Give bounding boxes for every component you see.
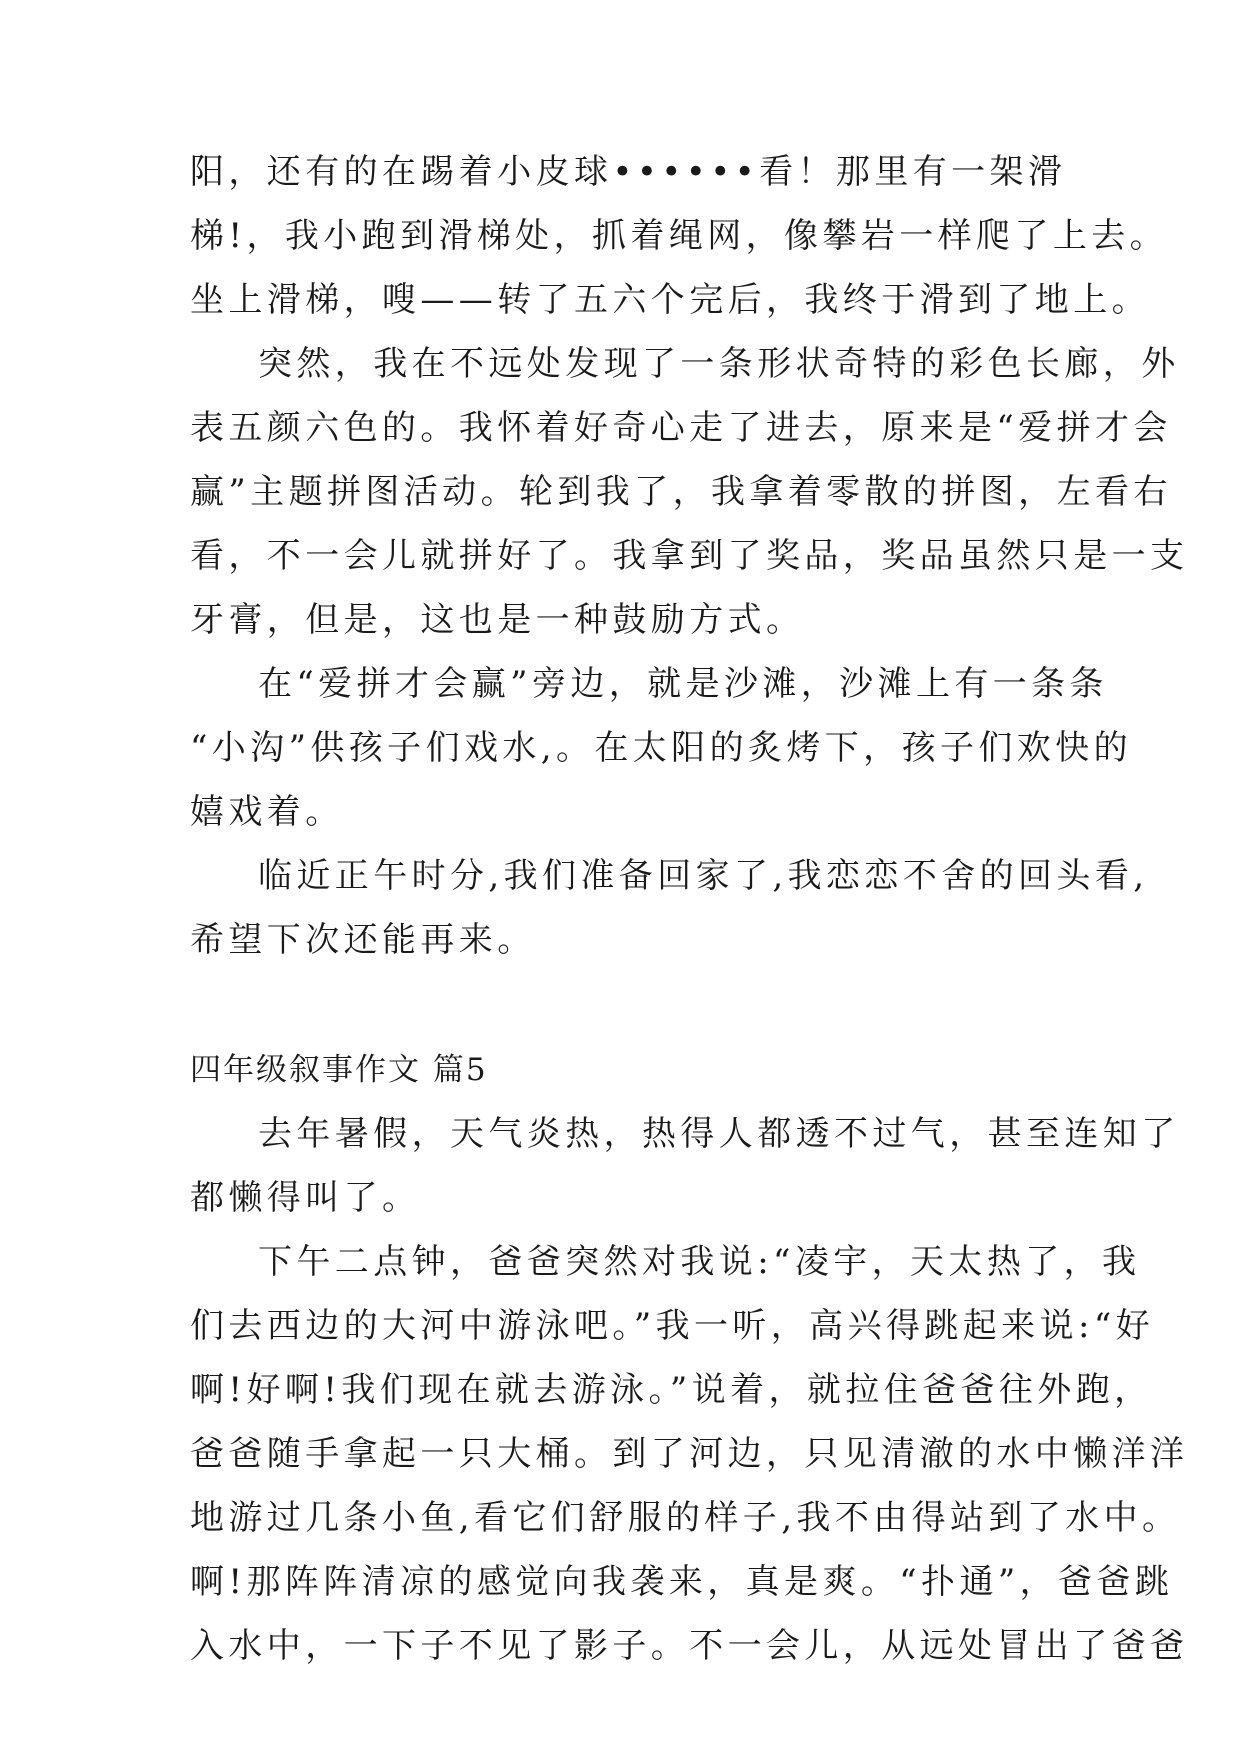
text-line: 希望下次还能再来。 <box>190 920 536 960</box>
text-line: 地游过几条小鱼,看它们舒服的样子,我不由得站到了水中。 <box>190 1498 1181 1538</box>
text-line: 啊!那阵阵清凉的感觉向我袭来，真是爽。“扑通”，爸爸跳 <box>190 1562 1174 1602</box>
text-line: “小沟”供孩子们戏水,。在太阳的炙烤下，孩子们欢快的 <box>190 728 1132 768</box>
paragraph-first-line: 下午二点钟，爸爸突然对我说:“凌宇，天太热了，我 <box>258 1242 1141 1282</box>
paragraph-first-line: 突然，我在不远处发现了一条形状奇特的彩色长廊，外 <box>258 344 1180 384</box>
text-line: 啊!好啊!我们现在就去游泳。”说着，就拉住爸爸往外跑， <box>190 1370 1153 1410</box>
text-line: 阳，还有的在踢着小皮球••••••看！那里有一架滑 <box>190 152 1067 192</box>
paragraph-first-line: 临近正午时分,我们准备回家了,我恋恋不舍的回头看, <box>258 856 1149 896</box>
text-line: 们去西边的大河中游泳吧。”我一听，高兴得跳起来说:“好 <box>190 1306 1155 1346</box>
text-line: 都懒得叫了。 <box>190 1178 421 1218</box>
text-line: 嬉戏着。 <box>190 792 344 832</box>
text-line: 坐上滑梯，嗖——转了五六个完后，我终于滑到了地上。 <box>190 280 1150 320</box>
paragraph-first-line: 去年暑假，天气炎热，热得人都透不过气，甚至连知了 <box>258 1114 1180 1154</box>
paragraph-first-line: 在“爱拼才会赢”旁边，就是沙滩，沙滩上有一条条 <box>258 664 1108 704</box>
text-line: 看，不一会儿就拼好了。我拿到了奖品，奖品虽然只是一支 <box>190 536 1189 576</box>
section-heading: 四年级叙事作文 篇5 <box>190 1052 488 1088</box>
text-line: 梯!，我小跑到滑梯处，抓着绳网，像攀岩一样爬了上去。 <box>190 216 1169 256</box>
text-line: 爸爸随手拿起一只大桶。到了河边，只见清澈的水中懒洋洋 <box>190 1434 1189 1474</box>
text-line: 牙膏，但是，这也是一种鼓励方式。 <box>190 600 805 640</box>
text-line: 表五颜六色的。我怀着好奇心走了进去，原来是“爱拼才会 <box>190 408 1172 448</box>
text-line: 入水中，一下子不见了影子。不一会儿，从远处冒出了爸爸 <box>190 1626 1189 1666</box>
text-line: 赢”主题拼图活动。轮到我了，我拿着零散的拼图，左看右 <box>190 472 1172 512</box>
